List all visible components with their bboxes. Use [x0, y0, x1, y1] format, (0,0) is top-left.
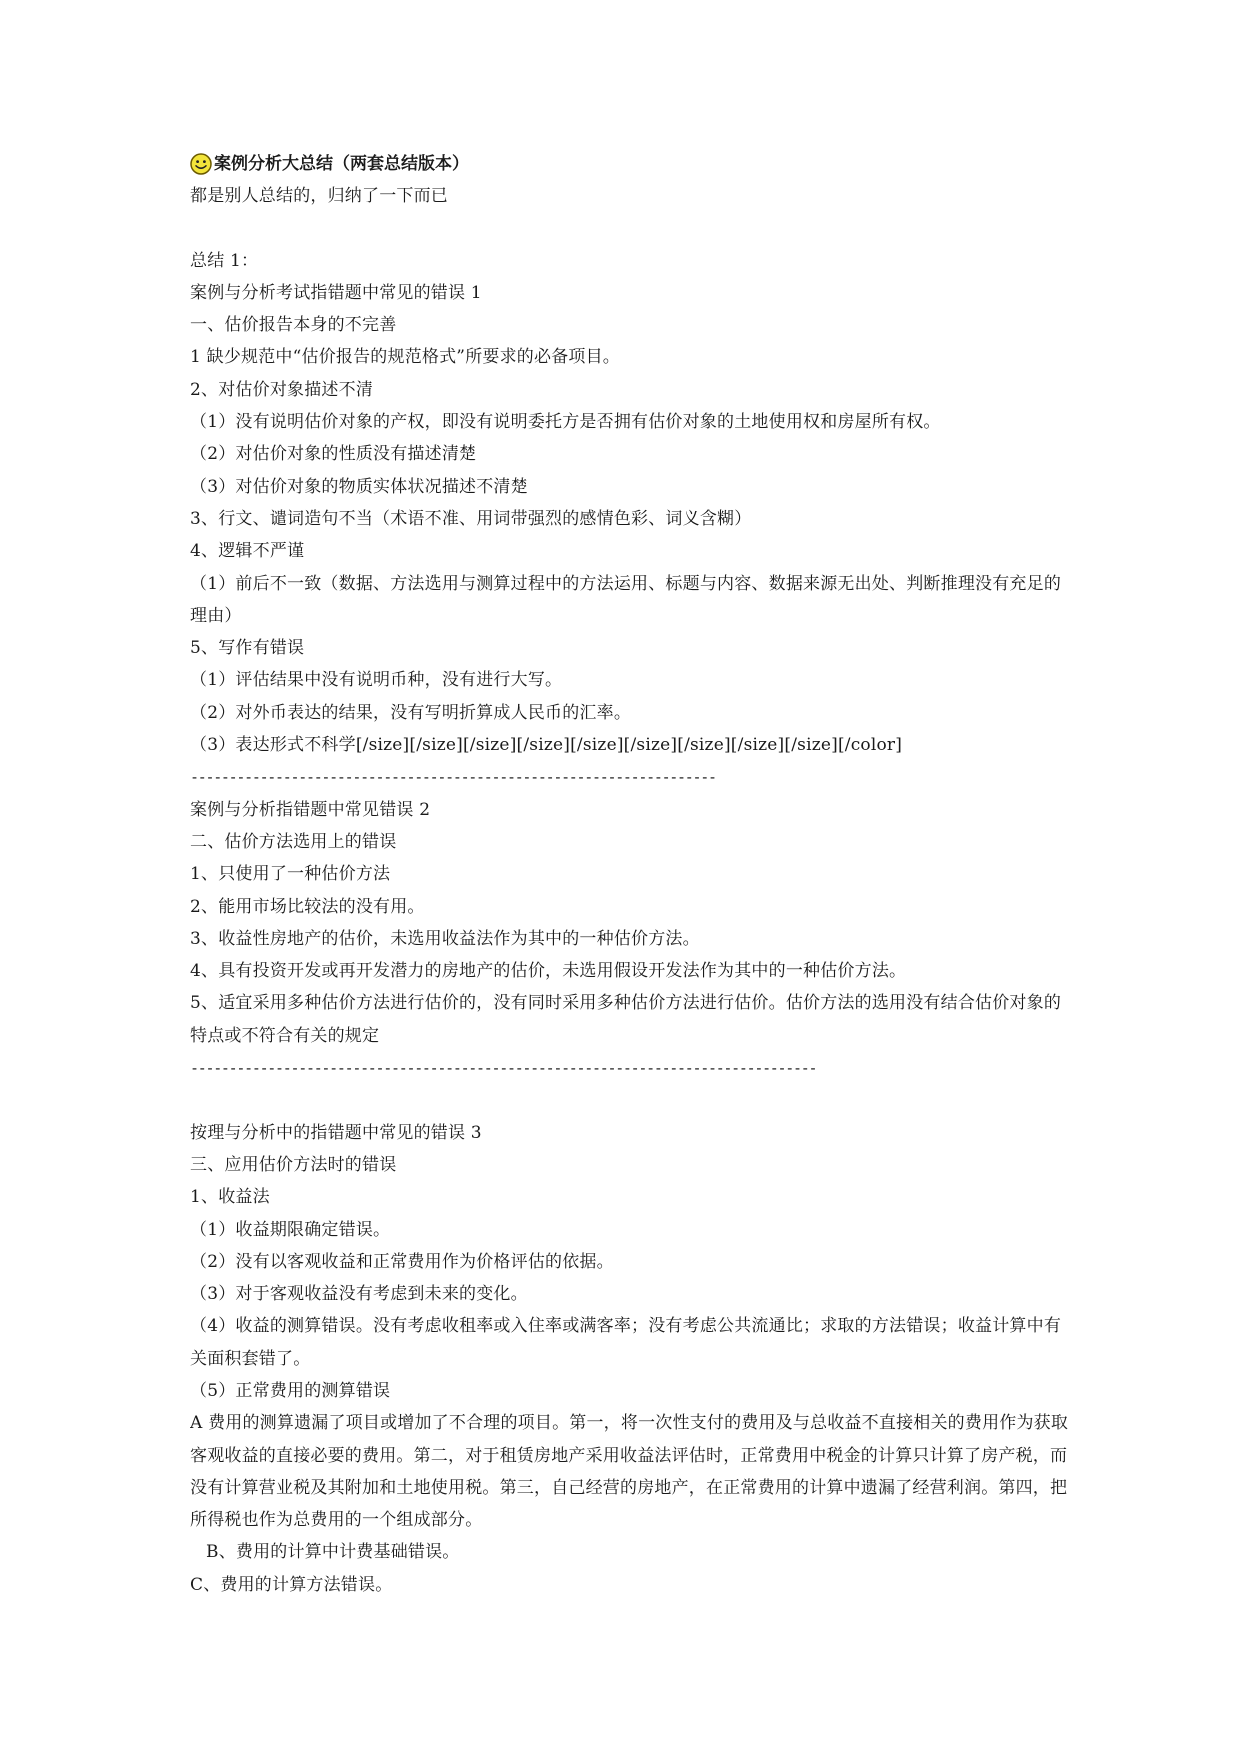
section1-separator: -------------------------------------------------------------------- [190, 768, 716, 787]
section3-line: （2）没有以客观收益和正常费用作为价格评估的依据。 [190, 1251, 614, 1272]
section3-line: 1、收益法 [190, 1187, 270, 1208]
section2-line: 5、适宜采用多种估价方法进行估价的，没有同时采用多种估价方法进行估价。估价方法的选用没有结合估价对象的特点或不符合有关的规定 [190, 993, 1062, 1046]
section1-line: 4、逻辑不严谨 [190, 541, 305, 562]
section2-separator: --------------------------------------------------------------------------------- [190, 1059, 817, 1078]
section3-line: A 费用的测算遗漏了项目或增加了不合理的项目。第一，将一次性支付的费用及与总收益不直接相关的费用作为获取客观收益的直接必要的费用。第二，对于租赁房地产采用收益法评估时，正常费用中税金的计算只计算了房产税，而没有计算营业税及其附加和土地使用税。第三，自己经营的房地产，在正常费用的计算中遗漏了经营利润。第四，把所得税也作为总费用的一个组成部分。 [190, 1413, 1069, 1531]
spacer [190, 212, 1070, 244]
subtitle: 都是别人总结的，归纳了一下而已 [190, 186, 448, 206]
section2-line: 4、具有投资开发或再开发潜力的房地产的估价，未选用假设开发法作为其中的一种估价方法。 [190, 961, 907, 982]
section3-heading: 按理与分析中的指错题中常见的错误 3 [190, 1122, 482, 1143]
section1-line: 3、行文、谴词造句不当（术语不准、用词带强烈的感情色彩、词义含糊） [190, 508, 752, 529]
section1-line: （1）没有说明估价对象的产权，即没有说明委托方是否拥有估价对象的土地使用权和房屋所有权。 [190, 412, 941, 433]
section1-line: （2）对外币表达的结果，没有写明折算成人民币的汇率。 [190, 702, 632, 723]
section1-line: （3）表达形式不科学[/size][/size][/size][/size][/size][/size][/size][/size][/size][/color] [190, 735, 903, 756]
spacer [190, 1084, 1070, 1116]
section1-line: 2、对估价对象描述不清 [190, 379, 374, 400]
section2-heading: 案例与分析指错题中常见错误 2 [190, 799, 431, 820]
title-text: 案例分析大总结（两套总结版本） [214, 154, 469, 174]
section3-line: （4）收益的测算错误。没有考虑收租率或入住率或满客率；没有考虑公共流通比；求取的方法错误；收益计算中有关面积套错了。 [190, 1316, 1062, 1369]
section1-line: （3）对估价对象的物质实体状况描述不清楚 [190, 476, 528, 497]
summary-label: 总结 1： [190, 250, 259, 271]
section1-line: 1 缺少规范中“估价报告的规范格式”所要求的必备项目。 [190, 347, 621, 368]
smiley-icon [190, 153, 212, 175]
section1-line: 一、估价报告本身的不完善 [190, 315, 397, 336]
document-page [190, 148, 1070, 1601]
section3-line: （3）对于客观收益没有考虑到未来的变化。 [190, 1284, 528, 1305]
section2-line: 3、收益性房地产的估价，未选用收益法作为其中的一种估价方法。 [190, 928, 700, 949]
section3-line: （1）收益期限确定错误。 [190, 1219, 391, 1240]
section1-heading: 案例与分析考试指错题中常见的错误 1 [190, 282, 482, 303]
section1-line: （1）评估结果中没有说明币种，没有进行大写。 [190, 670, 563, 691]
section1-line: 5、写作有错误 [190, 638, 305, 659]
section3-line: B、费用的计算中计费基础错误。 [206, 1542, 460, 1563]
section1-line: （1）前后不一致（数据、方法选用与测算过程中的方法运用、标题与内容、数据来源无出处、判断推理没有充足的理由） [190, 573, 1062, 626]
document-title [190, 148, 1070, 180]
section3-line: 三、应用估价方法时的错误 [190, 1154, 397, 1175]
section2-line: 二、估价方法选用上的错误 [190, 831, 397, 852]
section2-line: 1、只使用了一种估价方法 [190, 864, 391, 885]
section2-line: 2、能用市场比较法的没有用。 [190, 896, 425, 917]
section1-line: （2）对估价对象的性质没有描述清楚 [190, 444, 477, 465]
section3-line: C、费用的计算方法错误。 [190, 1574, 393, 1595]
section3-line: （5）正常费用的测算错误 [190, 1380, 391, 1401]
